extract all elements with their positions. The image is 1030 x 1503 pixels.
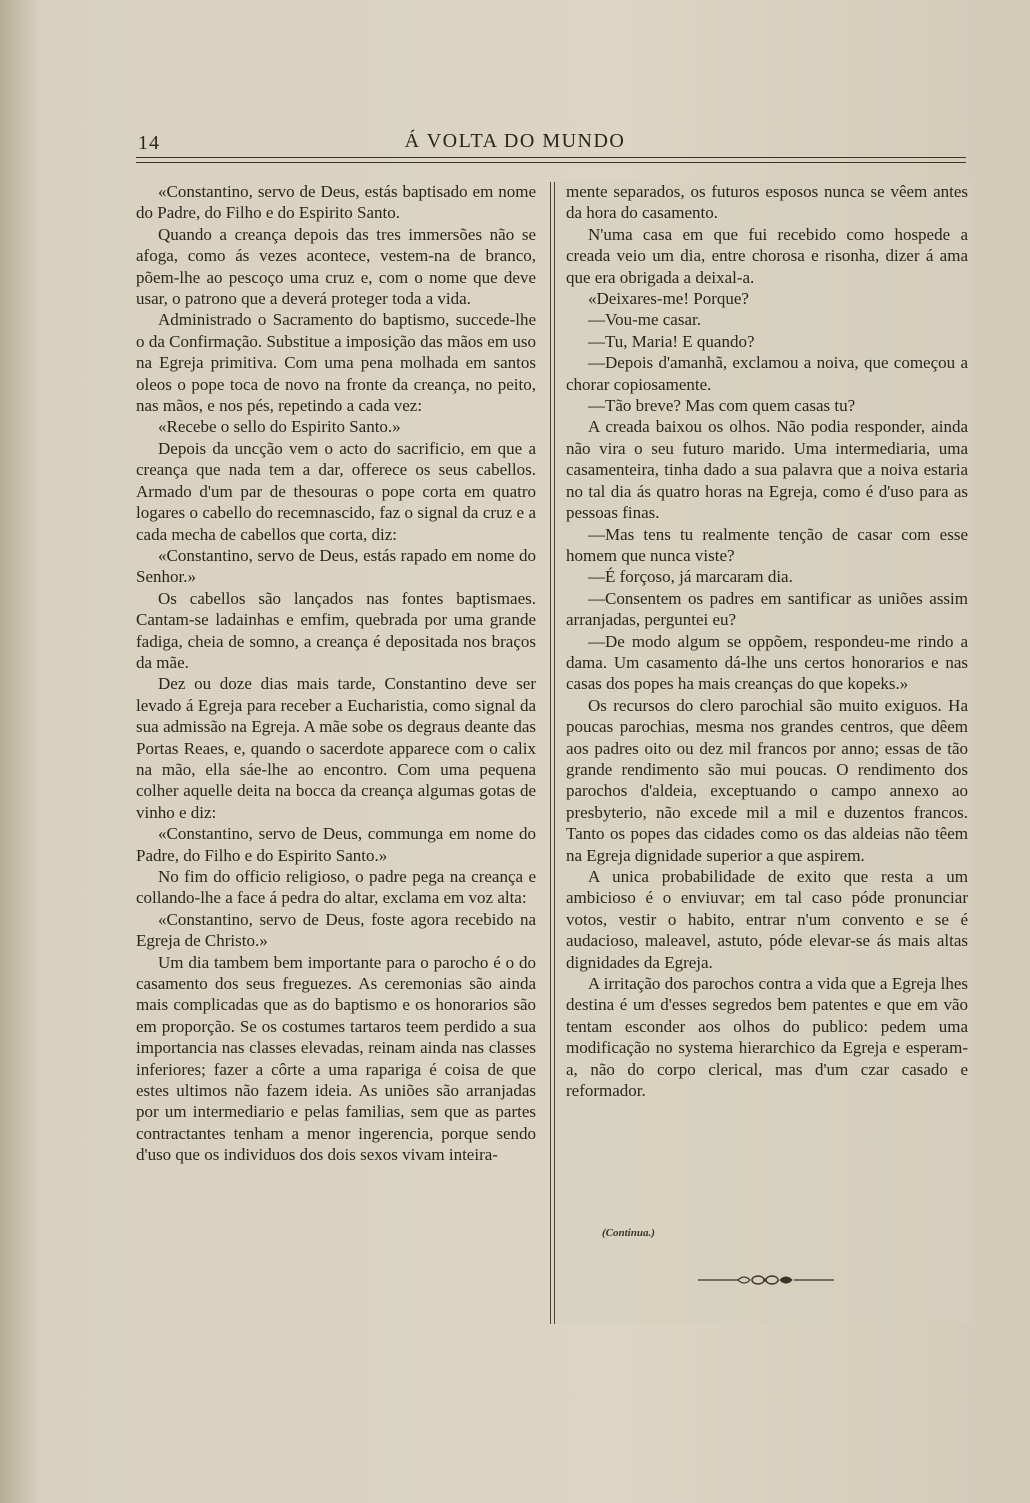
- paragraph: —É forçoso, já marcaram dia.: [588, 567, 793, 587]
- paragraph: Quando a creança depois das tres immersões não se afoga, como ás vezes acontece, vestem-na de branco, põem-lhe ao pescoço uma cruz e, com o nome que deve usar, o patrono que a deverá proteger toda a vida.: [136, 224, 536, 309]
- header-rule-thin: [136, 162, 966, 163]
- paragraph: —Vou-me casar.: [588, 310, 701, 330]
- paragraph: «Constantino, servo de Deus, estás baptisado em nome do Padre, do Filho e do Espirito Santo.: [136, 182, 536, 223]
- paragraph: —Tu, Maria! E quando?: [588, 331, 755, 351]
- paragraph: Dez ou doze dias mais tarde, Constantino deve ser levado á Egreja para receber a Eucharistia, como signal da sua admissão na Egreja. A mãe sobe os degraus deante das Portas Reaes, e, quando o sacerdote apparece com o calix na mão, ella sáe-lhe ao encontro. Com uma pequena colher aquelle deita na bocca da creança algumas gotas de vinho e diz:: [136, 674, 536, 822]
- page-number: 14: [138, 132, 160, 154]
- paragraph: A creada baixou os olhos. Não podia responder, ainda não vira o seu futuro marido. Uma intermediaria, uma casamenteira, tinha dado a sua palavra que a noiva estaria no tal dia ás quatro horas na Egreja, como é d'uso para as pessoas finas.: [566, 417, 968, 523]
- column-divider: [550, 182, 555, 1324]
- continued-note: (Continua.): [602, 1227, 655, 1239]
- paragraph: «Constantino, servo de Deus, foste agora recebido na Egreja de Christo.»: [136, 909, 536, 951]
- right-column: [566, 181, 968, 1101]
- paragraph: «Recebe o sello do Espirito Santo.»: [158, 417, 401, 437]
- paragraph: Os recursos do clero parochial são muito exiguos. Ha poucas parochias, mesma nos grandes centros, que dêem aos padres oito ou dez mil francos por anno; essas de tão grande rendimento são mui poucas. O rendimento dos parochos d'aldeia, exceptuando o campo annexo ao presbyterio, não excede mil a mil e duzentos francos. Tanto os popes das cidades como os das aldeias não têem na Egreja dignidade superior a que aspirem.: [566, 695, 968, 865]
- paragraph: —Mas tens tu realmente tenção de casar com esse homem que nunca viste?: [566, 524, 968, 565]
- paragraph: «Constantino, servo de Deus, estás rapado em nome do Senhor.»: [136, 545, 536, 587]
- paragraph: A unica probabilidade de exito que resta a um ambicioso é o enviuvar; em tal caso póde pronunciar votos, vestir o habito, entrar n'um convento e se é audacioso, maleavel, astuto, póde elevar-se ás mais altas dignidades da Egreja.: [566, 867, 968, 972]
- running-title: Á VOLTA DO MUNDO: [404, 130, 626, 152]
- paragraph: —Tão breve? Mas com quem casas tu?: [588, 396, 856, 416]
- paragraph: A irritação dos parochos contra a vida que a Egreja lhes destina é um d'esses segredos bem patentes e que em vão tentam esconder aos olhos do publico: pedem uma modificação no systema hierarchico da Egreja e esperam-a, não do corpo clerical, mas d'um czar casado e reformador.: [566, 974, 968, 1101]
- paragraph: Administrado o Sacramento do baptismo, succede-lhe o da Confirmação. Substitue a imposição das mãos em uso na Egreja primitiva. Com uma pena molhada em santos oleos o pope toca de novo na fronte da creança, no peito, nas mãos, e nos pés, repetindo a cada vez:: [136, 310, 536, 416]
- paragraph: Um dia tambem bem importante para o parocho é o do casamento dos seus freguezes. As ceremonias são ainda mais complicadas que as do baptismo e os honorarios são em proporção. Se os costumes tartaros teem perdido a sua importancia nas classes elevadas, reinam ainda nas classes inferiores; fazer a côrte a uma rapariga é coisa de que estes ultimos não fazem ideia. As uniões são arranjadas por um intermediario e pelas familias, sem que as partes contractantes tenham a menor ingerencia, porque sendo d'uso que os individuos dos dois sexos vivam inteira-: [136, 952, 536, 1165]
- left-column: [136, 181, 536, 1166]
- end-ornament-icon: [696, 1270, 836, 1290]
- paragraph: —Consentem os padres em santificar as uniões assim arranjadas, perguntei eu?: [566, 588, 968, 630]
- paragraph: N'uma casa em que fui recebido como hospede a creada veio um dia, entre chorosa e risonha, dizer á ama que era obrigada a deixal-a.: [566, 224, 968, 287]
- paragraph: Depois da uncção vem o acto do sacrificio, em que a creança que nada tem a dar, offerece os seus cabellos. Armado d'um par de thesouras o pope corta em quatro logares o cabello do recemnascido, faz o signal da cruz e a cada mecha de cabellos que corta, diz:: [136, 438, 536, 544]
- paragraph: mente separados, os futuros esposos nunca se vêem antes da hora do casamento.: [566, 182, 968, 223]
- paragraph: «Deixares-me! Porque?: [588, 289, 749, 309]
- header-rule-thick: [136, 157, 966, 158]
- paragraph: Os cabellos são lançados nas fontes baptismaes. Cantam-se ladainhas e emfim, quebrada por uma grande fadiga, cheia de somno, a creança é depositada nos braços da mãe.: [136, 588, 536, 672]
- paragraph: —Depois d'amanhã, exclamou a noiva, que começou a chorar copiosamente.: [566, 353, 968, 394]
- paragraph: —De modo algum se oppõem, respondeu-me rindo a dama. Um casamento dá-lhe uns certos honorarios e nas casas dos popes ha mais creanças do que kopeks.»: [566, 631, 968, 694]
- paragraph: No fim do officio religioso, o padre pega na creança e collando-lhe a face á pedra do altar, exclama em voz alta:: [136, 867, 536, 908]
- paragraph: «Constantino, servo de Deus, communga em nome do Padre, do Filho e do Espirito Santo.»: [136, 824, 536, 865]
